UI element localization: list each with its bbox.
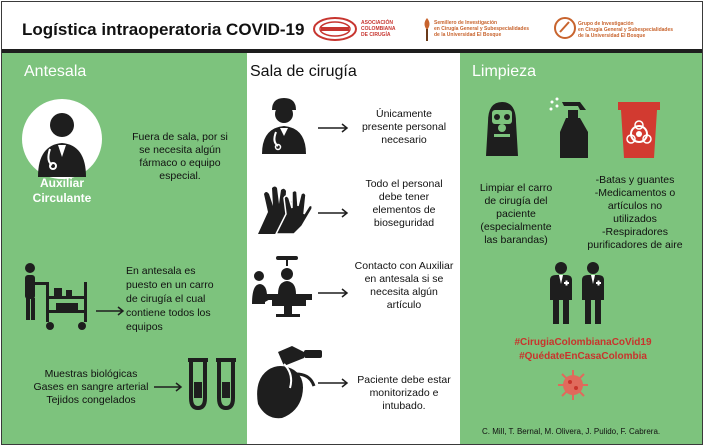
limpieza-item1 bbox=[468, 182, 564, 247]
logo1-line3: DE CIRUGÍA bbox=[361, 32, 391, 38]
arrow-icon bbox=[152, 382, 184, 392]
arrow-icon bbox=[316, 123, 350, 133]
arrow-icon bbox=[94, 306, 126, 316]
antesala-item1 bbox=[120, 131, 240, 183]
arrow-icon bbox=[316, 288, 350, 298]
arrow-icon bbox=[316, 378, 350, 388]
text-line: -Medicamentos o bbox=[594, 187, 676, 199]
text-line: especial. bbox=[159, 170, 201, 182]
text-line: Limpiar el carro bbox=[479, 182, 553, 194]
credits: C. Mill, T. Bernal, M. Olivera, J. Pulido, F. Cabrera. bbox=[482, 427, 661, 436]
operating-room-icon bbox=[250, 254, 316, 318]
antesala-item3 bbox=[22, 368, 160, 407]
text-line: Paciente debe estar bbox=[357, 374, 451, 386]
antesala-title: Antesala bbox=[24, 63, 87, 80]
auxiliar-label bbox=[16, 176, 108, 206]
doctor-icon bbox=[22, 99, 102, 179]
limpieza-title: Limpieza bbox=[472, 63, 537, 80]
hashtags bbox=[470, 336, 696, 364]
text-line: monitorizado e bbox=[369, 387, 439, 399]
sala-title: Sala de cirugía bbox=[250, 63, 357, 80]
hazmat-suit-icon bbox=[480, 98, 524, 160]
medical-team-icon bbox=[544, 260, 610, 326]
text-line: purificadores de aire bbox=[587, 239, 683, 251]
biohazard-bin-icon bbox=[616, 98, 662, 160]
auxiliar-line2: Circulante bbox=[32, 191, 92, 205]
test-tubes-icon bbox=[186, 356, 238, 412]
spray-bottle-icon bbox=[548, 96, 594, 162]
logo1-line1: ASOCIACIÓN bbox=[361, 20, 393, 26]
text-line: bioseguridad bbox=[373, 217, 435, 229]
text-line: -Batas y guantes bbox=[595, 174, 675, 186]
text-line: puesto en un carro bbox=[126, 279, 214, 291]
grupo-emblem-icon bbox=[554, 16, 576, 40]
text-line: Únicamente bbox=[375, 108, 433, 120]
logo2-line2: en Cirugía General y Subespecialidades bbox=[434, 26, 530, 32]
text-line: Fuera de sala, por si bbox=[132, 131, 228, 143]
sala-item3 bbox=[348, 260, 460, 312]
hashtag-1: #CirugiaColombianaCoVid19 bbox=[514, 337, 652, 348]
arrow-icon bbox=[316, 208, 350, 218]
antesala-item2 bbox=[126, 264, 246, 334]
logo1-line2: COLOMBIANA bbox=[361, 26, 396, 32]
text-line: -Respiradores bbox=[602, 226, 668, 238]
logo3-line2: en Cirugía General y Subespecialidades bbox=[578, 27, 674, 33]
doctor-circle bbox=[22, 99, 102, 179]
text-line: utilizados bbox=[613, 213, 657, 225]
semillero-logo bbox=[420, 14, 545, 44]
sala-item1 bbox=[352, 108, 456, 147]
page-title: Logística intraoperatoria COVID-19 bbox=[22, 20, 305, 39]
surgeon-icon bbox=[256, 94, 312, 156]
hashtag-2: #QuédateEnCasaColombia bbox=[519, 351, 647, 362]
text-line: En antesala es bbox=[126, 265, 196, 277]
sala-item2 bbox=[352, 178, 456, 230]
logo3-line3: de la Universidad El Bosque bbox=[578, 33, 646, 39]
text-line: necesita algún bbox=[370, 286, 438, 298]
limpieza-item2 bbox=[570, 174, 700, 252]
acc-logo bbox=[312, 14, 412, 44]
text-line: artículo bbox=[386, 299, 422, 311]
text-line: de cirugía el cual bbox=[126, 293, 206, 305]
text-line: fármaco o equipo bbox=[139, 157, 221, 169]
infographic bbox=[1, 1, 703, 445]
logo2-line1: Semillero de Investigación bbox=[434, 20, 498, 26]
text-line: Gases en sangre arterial bbox=[33, 381, 149, 393]
text-line: intubado. bbox=[382, 400, 426, 412]
semillero-emblem-icon bbox=[420, 16, 434, 42]
text-line: de cirugía del bbox=[484, 195, 548, 207]
logo2-line3: de la Universidad El Bosque bbox=[434, 32, 502, 38]
text-line: paciente bbox=[496, 208, 536, 220]
text-line: necesario bbox=[381, 134, 427, 146]
text-line: en antesala si se bbox=[364, 273, 444, 285]
text-line: elementos de bbox=[372, 204, 436, 216]
logo3-line1: Grupo de Investigación bbox=[578, 21, 634, 27]
text-line: artículos no bbox=[607, 200, 663, 212]
acc-emblem-icon bbox=[312, 16, 358, 42]
text-line: debe tener bbox=[378, 191, 430, 203]
text-line: Contacto con Auxiliar bbox=[354, 260, 454, 272]
text-line: (especialmente bbox=[480, 221, 552, 233]
auxiliar-line1: Auxiliar bbox=[39, 176, 84, 190]
text-line: Todo el personal bbox=[365, 178, 443, 190]
surgical-cart-icon bbox=[20, 260, 92, 332]
text-line: contiene todos los bbox=[126, 307, 211, 319]
grupo-logo bbox=[554, 16, 703, 46]
text-line: Tejidos congelados bbox=[46, 394, 136, 406]
text-line: equipos bbox=[126, 321, 163, 333]
gloves-icon bbox=[254, 184, 314, 236]
virus-icon bbox=[556, 368, 590, 402]
sala-item4 bbox=[348, 374, 460, 413]
text-line: presente personal bbox=[361, 121, 447, 133]
text-line: Muestras biológicas bbox=[44, 368, 138, 380]
text-line: se necesita algún bbox=[139, 144, 221, 156]
text-line: las barandas) bbox=[484, 234, 548, 246]
